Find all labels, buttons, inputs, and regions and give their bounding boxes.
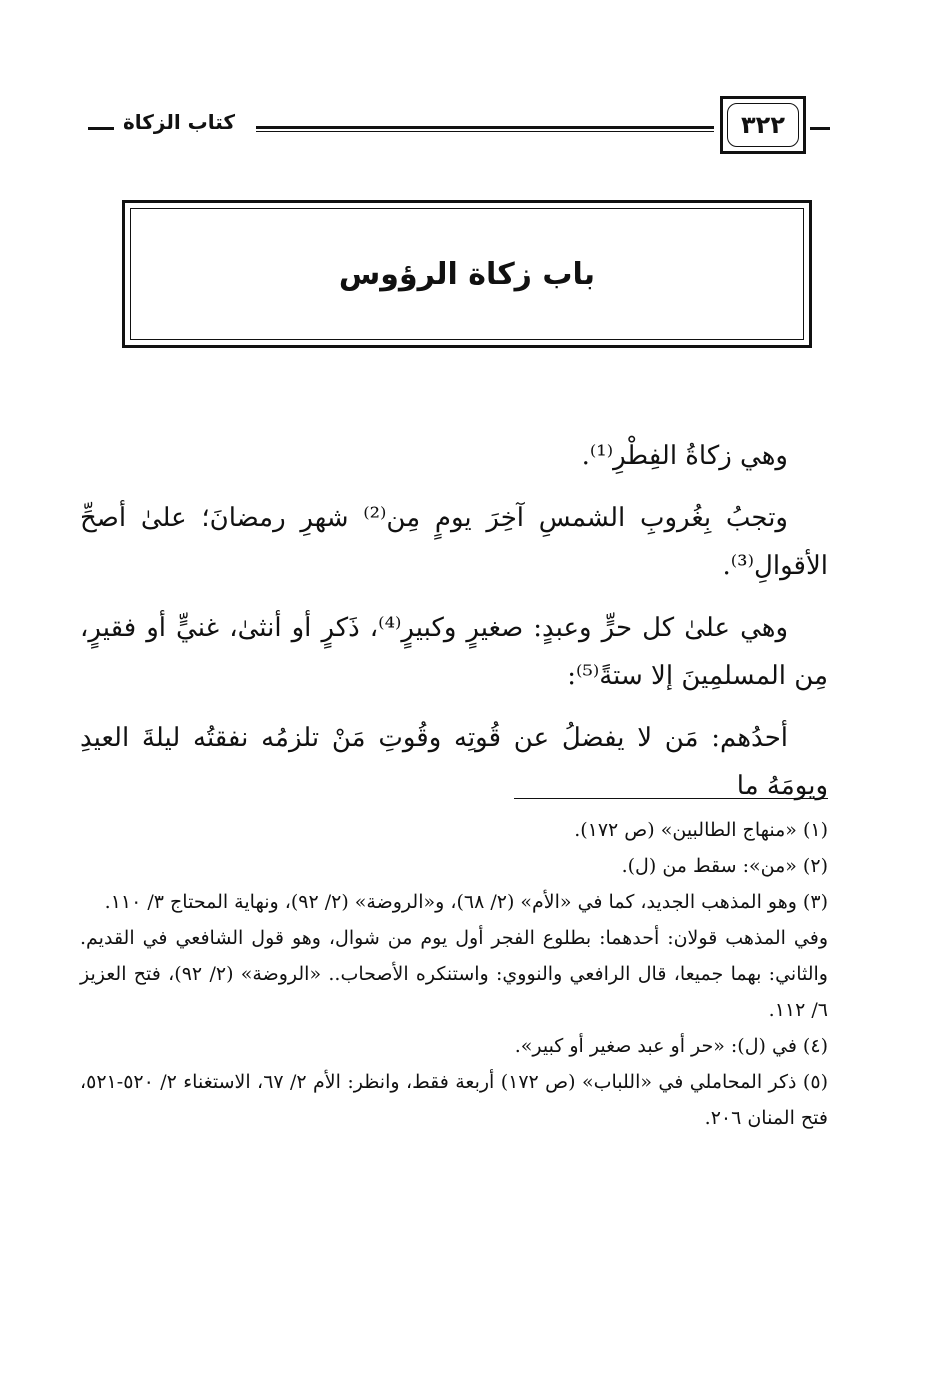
paragraph: وتجبُ بِغُروبِ الشمسِ آخِرَ يومٍ مِن⁽²⁾ شهرِ رمضانَ؛ علىٰ أصحِّ الأقوالِ⁽³⁾.: [80, 503, 828, 581]
header-rule-right-short: [810, 127, 830, 130]
main-text: [80, 432, 828, 824]
page-header: [0, 0, 939, 170]
footnote: (٢) «من»: سقط من (ل).: [621, 855, 828, 877]
running-book-title: كتاب الزكاة: [122, 110, 236, 134]
paragraph: أحدُهم: مَن لا يفضلُ عن قُوتِه وقُوتِ مَنْ تلزمُه نفقتُه ليلةَ العيدِ ويومَهُ ما: [80, 723, 828, 801]
footnote-continuation: وفي المذهب قولان: أحدهما: بطلوع الفجر أول يوم من شوال، وهو قول الشافعي في القديم. والثاني: بهما جميعا، قال الرافعي والنووي: واستنكره الأصحاب.. «الروضة» (٢/ ٩٢)، فتح العزيز ٦/ ١١٢.: [80, 927, 828, 1021]
footnote: (١) «منهاج الطالبين» (ص ١٧٢).: [574, 819, 828, 841]
header-rule-left-short: [88, 127, 114, 130]
footnote-separator: [514, 798, 828, 799]
footnote: (٥) ذكر المحاملي في «اللباب» (ص ١٧٢) أربعة فقط، وانظر: الأم ٢/ ٦٧، الاستغناء ٢/ ٥٢٠-٥٢١، فتح المنان ٢٠٦.: [80, 1071, 828, 1129]
footnotes: [80, 812, 828, 1136]
footnote: (٣) وهو المذهب الجديد، كما في «الأم» (٢/ ٦٨)، و«الروضة» (٢/ ٩٢)، ونهاية المحتاج ٣/ ١١٠.: [104, 891, 828, 913]
page-number-frame: [720, 96, 806, 154]
chapter-title-inner-frame: [130, 208, 804, 340]
chapter-title: باب زكاة الرؤوس: [338, 256, 596, 292]
paragraph: وهي زكاةُ الفِطْرِ⁽¹⁾.: [581, 441, 788, 471]
page-number: ٣٢٢: [727, 103, 799, 147]
header-rule-middle: [256, 126, 714, 129]
footnote: (٤) في (ل): «حر أو عبد صغير أو كبير».: [514, 1035, 828, 1057]
chapter-title-frame: [122, 200, 812, 348]
header-rule-middle-thin: [256, 131, 714, 132]
paragraph: وهي علىٰ كل حرٍّ وعبدٍ: صغيرٍ وكبيرٍ⁽⁴⁾، ذَكرٍ أو أنثىٰ، غنيٍّ أو فقيرٍ، مِن المسلمِينَ إلا ستةً⁽⁵⁾:: [80, 613, 828, 691]
